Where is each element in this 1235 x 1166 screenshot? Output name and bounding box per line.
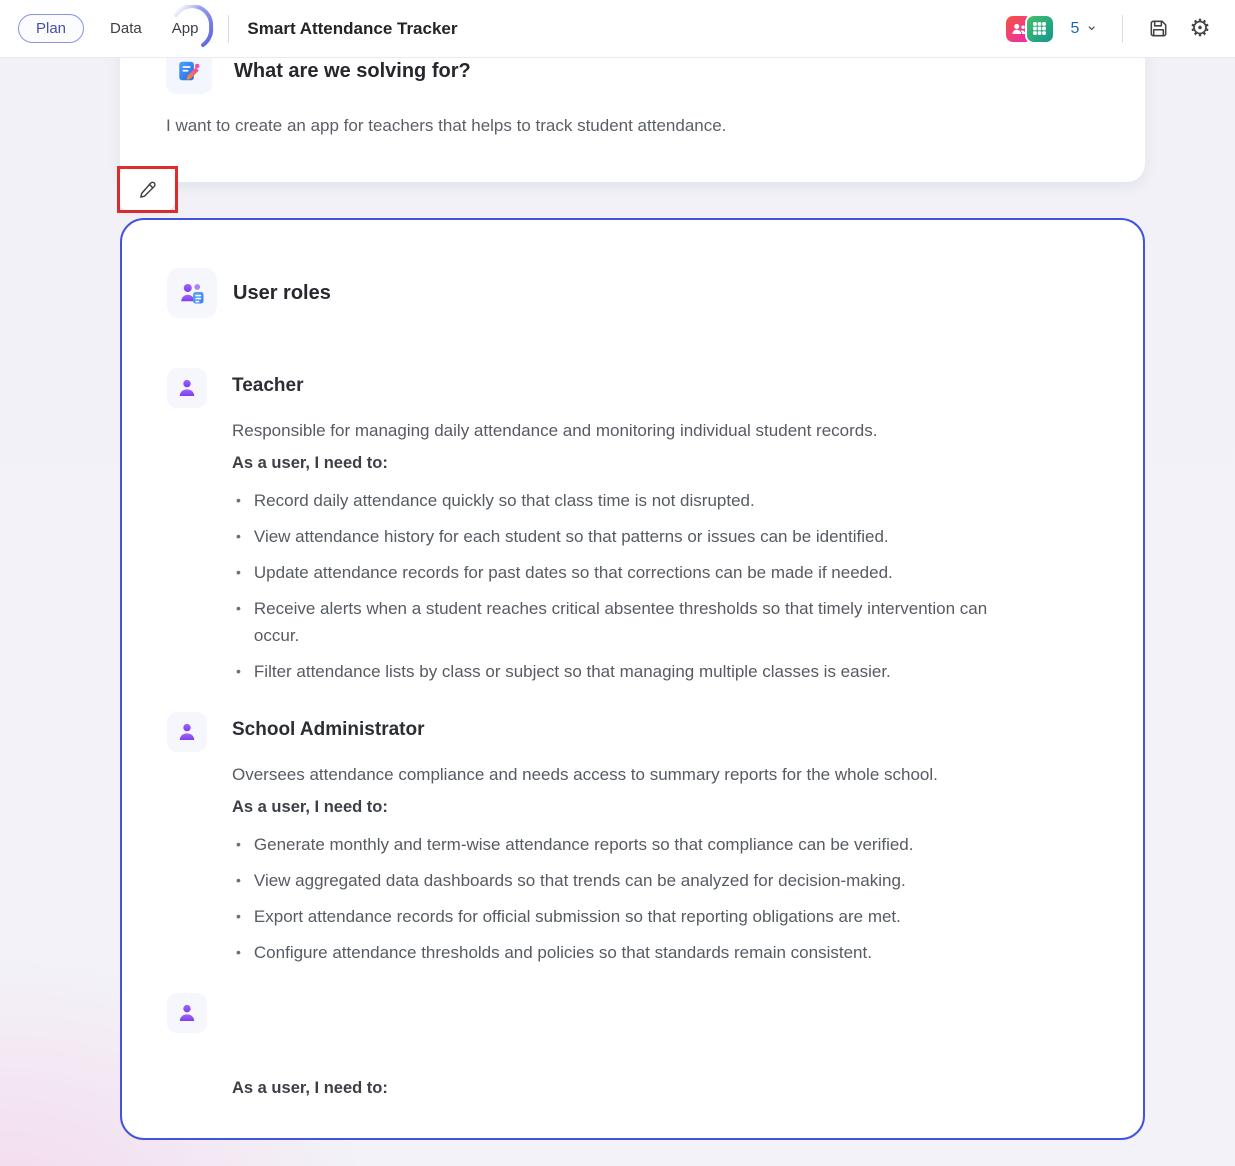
role-needs-list xyxy=(232,483,1095,690)
bullet-icon: • xyxy=(236,944,241,960)
need-text: Filter attendance lists by class or subject so that managing multiple classes is easier. xyxy=(253,662,891,681)
tab-data[interactable]: Data xyxy=(110,20,142,37)
header-divider xyxy=(228,15,229,43)
chevron-down-icon: ⌄ xyxy=(1085,16,1098,34)
pencil-icon xyxy=(137,179,158,200)
need-item xyxy=(232,827,1022,863)
save-button[interactable] xyxy=(1141,12,1175,46)
bullet-icon: • xyxy=(236,908,241,924)
version-dropdown[interactable] xyxy=(1065,16,1104,42)
bullet-icon: • xyxy=(236,528,241,544)
need-item xyxy=(232,935,1022,971)
highlight-annotation xyxy=(117,166,178,213)
role-description: Responsible for managing daily attendance and monitoring individual student records. xyxy=(232,421,878,440)
tab-plan[interactable]: Plan xyxy=(18,14,84,43)
bullet-icon: • xyxy=(236,492,241,508)
need-text: View attendance history for each student so that patterns or issues can be identified. xyxy=(253,527,889,546)
bullet-icon: • xyxy=(236,872,241,888)
need-item xyxy=(232,899,1022,935)
role-needs-list xyxy=(232,827,1095,971)
app-title: Smart Attendance Tracker xyxy=(247,18,458,38)
problem-heading: What are we solving for? xyxy=(234,59,471,82)
role-description xyxy=(232,1042,1095,1070)
need-text: Update attendance records for past dates so that corrections can be made if needed. xyxy=(253,563,893,582)
top-header xyxy=(0,0,1235,58)
problem-card xyxy=(120,58,1145,182)
version-number: 5 xyxy=(1070,19,1080,37)
problem-prompt: I want to create an app for teachers that helps to track student attendance. xyxy=(166,116,727,135)
plan-canvas xyxy=(0,58,1235,1166)
edit-prompt-button[interactable] xyxy=(120,169,175,210)
need-item xyxy=(232,483,1022,519)
need-item xyxy=(232,863,1022,899)
role-description: Oversees attendance compliance and needs access to summary reports for the whole school. xyxy=(232,765,938,784)
header-divider-right xyxy=(1122,15,1123,43)
need-item xyxy=(232,654,1022,690)
role-block xyxy=(167,993,1095,1108)
need-text: View aggregated data dashboards so that trends can be analyzed for decision-making. xyxy=(253,871,906,890)
person-icon xyxy=(167,368,207,408)
person-icon xyxy=(167,712,207,752)
need-text: Receive alerts when a student reaches critical absentee thresholds so that timely intervention can occur. xyxy=(253,599,988,645)
person-icon xyxy=(167,993,207,1033)
save-icon xyxy=(1147,17,1170,40)
roles-list xyxy=(167,368,1095,1108)
need-item xyxy=(232,519,1022,555)
settings-button[interactable] xyxy=(1183,12,1217,46)
role-title: Teacher xyxy=(232,375,304,396)
user-roles-card xyxy=(120,218,1145,1140)
role-block xyxy=(167,368,1095,690)
grid-app-icon[interactable] xyxy=(1027,16,1053,42)
need-text: Generate monthly and term-wise attendance reports so that compliance can be verified. xyxy=(253,835,914,854)
need-text: Configure attendance thresholds and policies so that standards remain consistent. xyxy=(253,943,872,962)
need-text: Export attendance records for official submission so that reporting obligations are met. xyxy=(253,907,901,926)
tab-app[interactable]: App xyxy=(171,20,199,37)
need-item xyxy=(232,555,1022,591)
people-list-icon xyxy=(167,268,217,318)
note-with-pencil-icon xyxy=(166,58,212,94)
role-block xyxy=(167,712,1095,971)
as-user-label: As a user, I need to: xyxy=(232,1079,388,1097)
role-title: School Administrator xyxy=(232,719,425,740)
as-user-label: As a user, I need to: xyxy=(232,454,388,472)
need-text: Record daily attendance quickly so that class time is not disrupted. xyxy=(253,491,755,510)
bullet-icon: • xyxy=(236,836,241,852)
bullet-icon: • xyxy=(236,663,241,679)
user-roles-heading: User roles xyxy=(233,281,331,304)
bullet-icon: • xyxy=(236,600,241,616)
need-item xyxy=(232,591,1022,654)
gear-icon: ⚙ xyxy=(1189,15,1211,42)
role-title xyxy=(232,1000,1095,1026)
as-user-label: As a user, I need to: xyxy=(232,798,388,816)
bullet-icon: • xyxy=(236,564,241,580)
